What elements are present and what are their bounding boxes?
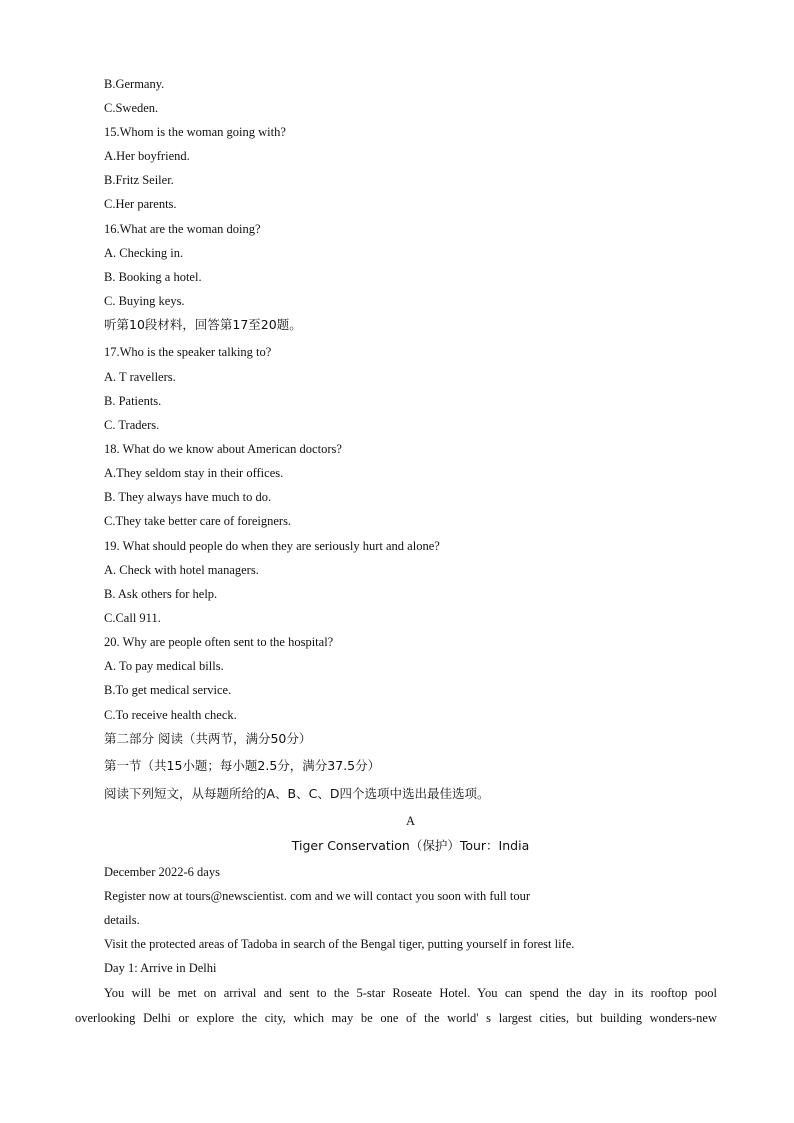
option-20b: B.To get medical service. <box>104 683 232 697</box>
option-16a: A. Checking in. <box>104 246 184 260</box>
option-16c: C. Buying keys. <box>104 294 185 308</box>
option-19c: C.Call 911. <box>104 611 161 625</box>
register-line-continued: details. <box>104 913 140 927</box>
passage-label: A <box>405 814 416 828</box>
question-17: 17.Who is the speaker talking to? <box>104 345 272 359</box>
option-16b: B. Booking a hotel. <box>104 270 202 284</box>
section-one-heading: 第一节（共15小题；每小题2.5分，满分37.5分） <box>104 758 381 773</box>
day-1-paragraph-line-1: You will be met on arrival and sent to the 5-star Roseate Hotel. You can spend the day in its rooftop pool <box>104 986 717 1000</box>
day-1-heading: Day 1: Arrive in Delhi <box>104 961 217 975</box>
option-18a: A.They seldom stay in their offices. <box>104 466 284 480</box>
option-20a: A. To pay medical bills. <box>104 659 224 673</box>
tour-date: December 2022-6 days <box>104 865 220 879</box>
question-20: 20. Why are people often sent to the hospital? <box>104 635 334 649</box>
option-18b: B. They always have much to do. <box>104 490 272 504</box>
option-17a: A. T ravellers. <box>104 370 176 384</box>
option-14b: B.Germany. <box>104 77 165 91</box>
option-15c: C.Her parents. <box>104 197 177 211</box>
day-1-paragraph-line-2: overlooking Delhi or explore the city, which may be one of the world' s largest cities, but building wonders-new <box>75 1011 717 1025</box>
question-18: 18. What do we know about American doctors? <box>104 442 342 456</box>
reading-instruction: 阅读下列短文，从每题所给的A、B、C、D四个选项中选出最佳选项。 <box>104 786 490 801</box>
option-19a: A. Check with hotel managers. <box>104 563 259 577</box>
option-15b: B.Fritz Seiler. <box>104 173 174 187</box>
option-14c: C.Sweden. <box>104 101 159 115</box>
question-19: 19. What should people do when they are seriously hurt and alone? <box>104 539 440 553</box>
question-16: 16.What are the woman doing? <box>104 222 261 236</box>
part-two-heading: 第二部分 阅读（共两节，满分50分） <box>104 731 312 746</box>
section-10-instruction: 听第10段材料，回答第17至20题。 <box>104 317 302 332</box>
option-17c: C. Traders. <box>104 418 160 432</box>
visit-line: Visit the protected areas of Tadoba in search of the Bengal tiger, putting yourself in forest life. <box>104 937 575 951</box>
option-15a: A.Her boyfriend. <box>104 149 190 163</box>
option-17b: B. Patients. <box>104 394 162 408</box>
register-line: Register now at tours@newscientist. com and we will contact you soon with full tour <box>104 889 531 903</box>
question-15: 15.Whom is the woman going with? <box>104 125 286 139</box>
option-19b: B. Ask others for help. <box>104 587 218 601</box>
option-18c: C.They take better care of foreigners. <box>104 514 292 528</box>
passage-title: Tiger Conservation（保护）Tour：India <box>291 838 530 853</box>
option-20c: C.To receive health check. <box>104 708 237 722</box>
